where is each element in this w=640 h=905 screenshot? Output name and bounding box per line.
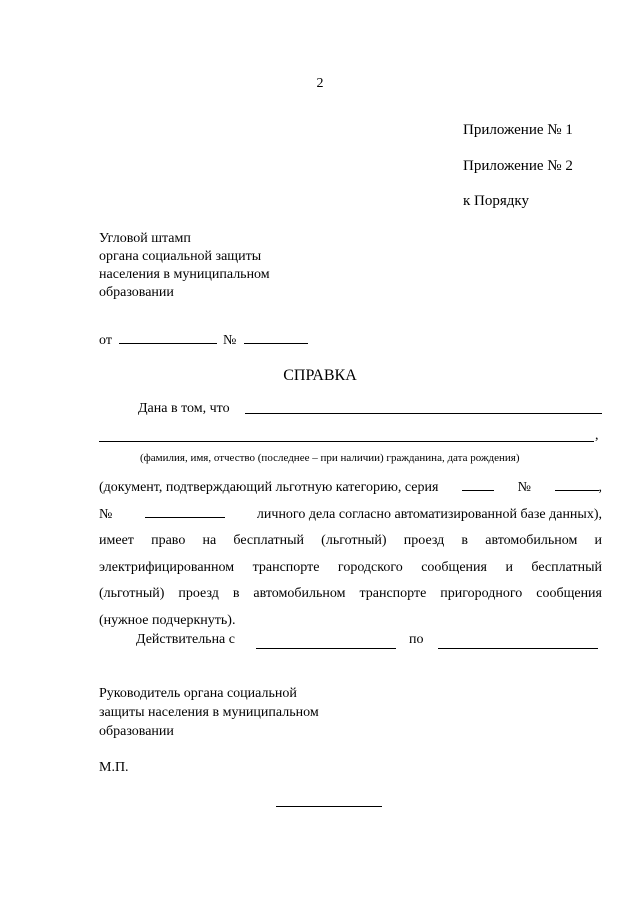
appendix-line-3: к Порядку xyxy=(463,193,529,209)
end-divider xyxy=(276,806,382,807)
corner-stamp-block xyxy=(99,230,339,302)
stamp-line: населения в муниципальном xyxy=(99,267,270,282)
valid-from-blank[interactable] xyxy=(256,648,396,649)
number-label: № xyxy=(222,333,237,348)
doc-number-blank-wrap xyxy=(555,475,603,502)
number-blank[interactable] xyxy=(244,342,308,344)
valid-to-blank[interactable] xyxy=(438,648,598,649)
valid-from-label: Действительна с xyxy=(136,632,235,647)
valid-to-label: по xyxy=(409,632,424,647)
name-caption: (фамилия, имя, отчество (последнее – при наличии) гражданина, дата рождения) xyxy=(140,452,520,464)
head-line: защиты населения в муниципальном xyxy=(99,705,319,720)
date-blank[interactable] xyxy=(119,342,217,344)
date-number-line xyxy=(99,333,308,349)
stamp-line: органа социальной защиты xyxy=(99,249,262,264)
body-text: № xyxy=(517,480,531,495)
full-name-blank[interactable] xyxy=(99,441,594,442)
from-label: от xyxy=(99,333,112,348)
name-comma: , xyxy=(595,428,599,443)
body-text: № xyxy=(99,506,113,522)
given-name-blank[interactable] xyxy=(245,413,602,414)
page-number: 2 xyxy=(316,76,324,91)
doc-number-blank[interactable] xyxy=(555,489,599,491)
body-text: , xyxy=(598,480,602,495)
certificate-body xyxy=(99,475,602,634)
personal-file-blank[interactable] xyxy=(145,516,225,518)
head-signature-block xyxy=(99,684,319,741)
stamp-line: Угловой штамп xyxy=(99,231,191,246)
body-text: личного дела согласно автоматизированной базе данных), xyxy=(256,506,602,522)
series-blank[interactable] xyxy=(462,489,494,491)
seal-place-label: М.П. xyxy=(99,760,129,775)
appendix-line-1: Приложение № 1 xyxy=(463,122,573,138)
body-line-2 xyxy=(99,502,602,529)
body-text: (документ, подтверждающий льготную категорию, серия xyxy=(99,480,439,495)
document-title: СПРАВКА xyxy=(283,367,357,384)
body-line-6: (нужное подчеркнуть). xyxy=(99,612,236,628)
stamp-line: образовании xyxy=(99,285,174,300)
given-label: Дана в том, что xyxy=(138,401,230,416)
body-line-1 xyxy=(99,475,602,502)
body-line-3: имеет право на бесплатный (льготный) проезд в автомобильном и xyxy=(99,533,602,548)
body-line-4: электрифицированном транспорте городского сообщения и бесплатный xyxy=(99,559,602,575)
head-line: образовании xyxy=(99,724,174,739)
body-line-5: (льготный) проезд в автомобильном транспорте пригородного сообщения xyxy=(99,586,602,601)
head-line: Руководитель органа социальной xyxy=(99,686,297,701)
appendix-line-2: Приложение № 2 xyxy=(463,158,573,174)
